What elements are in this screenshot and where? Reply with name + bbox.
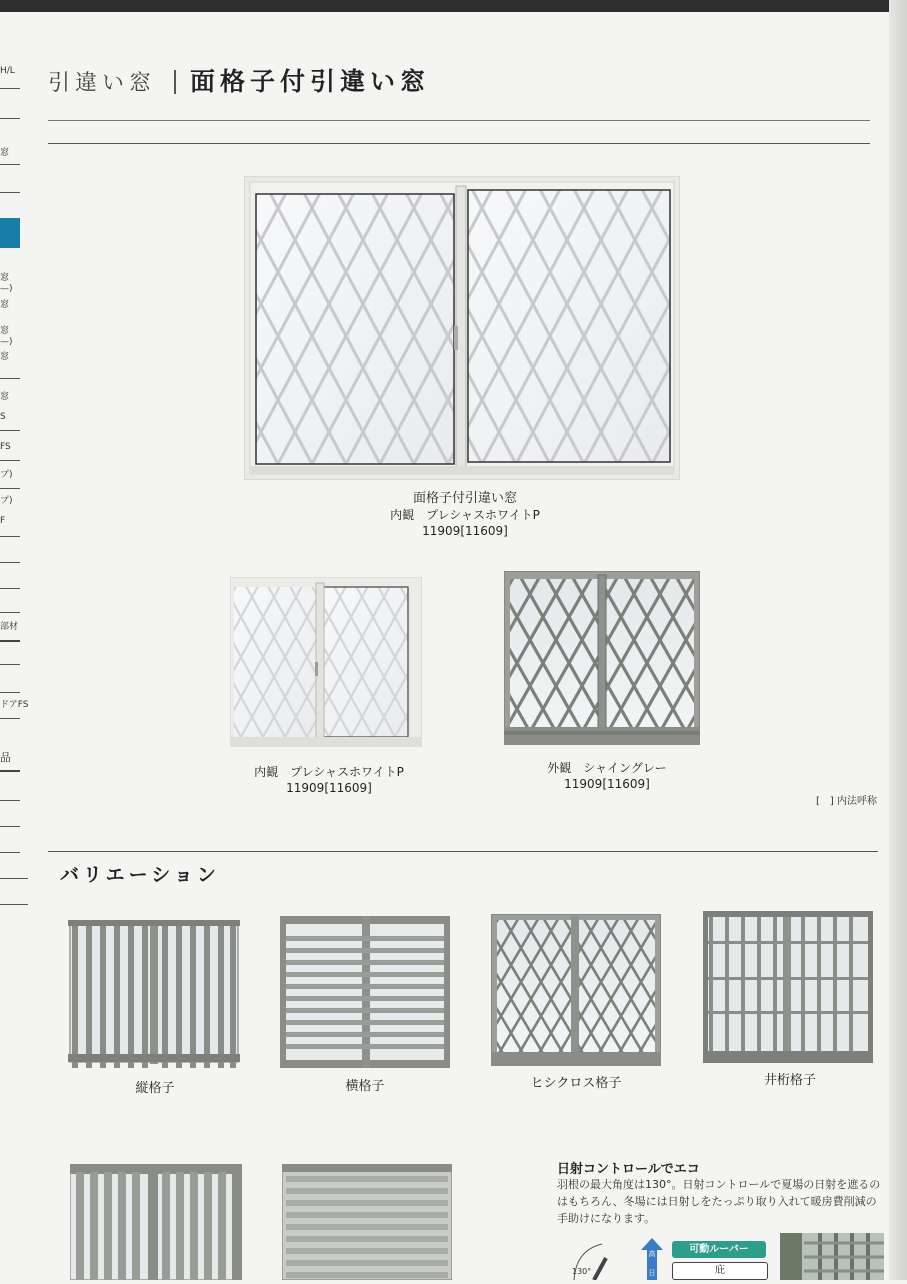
sidebar-item-8[interactable]: FS <box>0 442 11 452</box>
angle-label: 130° <box>572 1267 592 1276</box>
category-label: 引違い窓 <box>48 71 157 96</box>
variation-label-grid: 井桁格子 <box>763 1073 816 1088</box>
size-note: [ ] 内法呼称 <box>816 796 877 807</box>
sub-view-label: 外観 シャイングレー <box>547 761 667 775</box>
sidebar-divider <box>0 118 20 119</box>
variation-label-horizontal: 横格子 <box>345 1079 385 1094</box>
arrow-sun-label: 日 <box>648 1269 656 1277</box>
page-edge <box>889 0 907 1280</box>
page-title: 面格子付引違い窓 <box>190 67 431 96</box>
sidebar-divider <box>0 692 20 693</box>
sidebar-item-7[interactable]: S <box>0 412 6 422</box>
sidebar-item-1[interactable]: 窓 <box>0 148 10 158</box>
sidebar-divider <box>0 640 20 642</box>
eco-title: 日射コントロールでエコ <box>557 1162 700 1177</box>
header-rule <box>48 120 870 121</box>
variations-title: バリエーション <box>60 864 220 886</box>
sidebar-divider <box>0 878 28 879</box>
sub-window-interior <box>230 577 422 747</box>
main-window-image <box>244 176 680 480</box>
sidebar-divider <box>0 718 20 719</box>
page-header <box>48 62 430 98</box>
sidebar-item-3[interactable]: 窓 <box>0 300 10 310</box>
sidebar-item-2[interactable]: 窓 —) <box>0 273 13 294</box>
louver-photo <box>780 1233 884 1280</box>
sidebar-divider <box>0 904 28 905</box>
main-caption <box>380 491 550 539</box>
section-rule <box>48 851 878 852</box>
sub-view-label: 内観 プレシャスホワイトP <box>254 765 404 779</box>
arrow-up-icon <box>641 1238 663 1280</box>
sidebar-divider <box>0 378 20 379</box>
sidebar-divider <box>0 192 20 193</box>
sidebar-item-9[interactable]: プ) <box>0 470 13 480</box>
sidebar-item-hl[interactable]: H/L <box>0 66 15 76</box>
sub-code: 11909[11609] <box>564 777 650 791</box>
main-view-label: 内観 プレシャスホワイトP <box>390 508 540 522</box>
sidebar-divider <box>0 536 20 537</box>
variation-grid-grille <box>703 911 873 1063</box>
sidebar-divider <box>0 612 20 613</box>
sun-angle-icon <box>566 1240 626 1280</box>
variation-label-vertical: 縦格子 <box>135 1081 175 1096</box>
eave-badge: 庇 <box>672 1262 768 1280</box>
main-code: 11909[11609] <box>422 524 508 538</box>
variation-vertical-grille <box>68 918 240 1070</box>
sidebar-divider <box>0 430 20 431</box>
sub-code: 11909[11609] <box>286 781 372 795</box>
main-product-name: 面格子付引違い窓 <box>412 491 517 506</box>
sidebar-item-6[interactable]: 窓 <box>0 392 10 402</box>
sidebar-item-11[interactable]: F <box>0 516 6 526</box>
louver-badge: 可動ルーバー <box>672 1241 766 1258</box>
variation-horizontal-louver <box>282 1164 452 1280</box>
scan-top-edge <box>0 0 907 12</box>
header-separator <box>174 70 176 94</box>
sidebar-divider <box>0 800 20 801</box>
sub-window-exterior <box>504 571 700 745</box>
sidebar-item-10[interactable]: プ) <box>0 496 13 506</box>
sidebar-divider <box>0 852 20 853</box>
sidebar-divider <box>0 460 20 461</box>
variation-horizontal-grille <box>280 916 450 1068</box>
variation-diamond-lattice <box>491 914 661 1066</box>
sub-caption-interior <box>246 764 412 796</box>
sidebar-item-13[interactable]: ドアFS <box>0 700 29 710</box>
sidebar-item-12[interactable]: 部材 <box>0 622 19 632</box>
sidebar-item-5[interactable]: 窓 <box>0 352 10 362</box>
sidebar-divider <box>0 770 20 772</box>
sub-caption-exterior <box>524 760 690 792</box>
variation-label-diamond: ヒシクロス格子 <box>530 1076 622 1091</box>
sidebar-divider <box>0 588 20 589</box>
sidebar-divider <box>0 164 20 165</box>
variation-vertical-louver <box>70 1164 242 1280</box>
arrow-high-label: 高 <box>648 1250 656 1258</box>
header-rule <box>48 143 870 144</box>
sidebar-divider <box>0 562 20 563</box>
sidebar-divider <box>0 826 20 827</box>
sidebar-divider <box>0 664 20 665</box>
sidebar-divider <box>0 88 20 89</box>
eco-body: 羽根の最大角度は130°。日射コントロールで夏場の日射を遮るのはもちろん、冬場には日射しをたっぷり取り入れて暖房費削減の手助けになります。 <box>557 1178 881 1225</box>
sidebar-active-tab[interactable] <box>0 218 20 248</box>
sidebar-divider <box>0 488 20 489</box>
sidebar-item-4[interactable]: 窓 —) <box>0 326 13 347</box>
sidebar-item-14[interactable]: 品 <box>0 751 11 764</box>
